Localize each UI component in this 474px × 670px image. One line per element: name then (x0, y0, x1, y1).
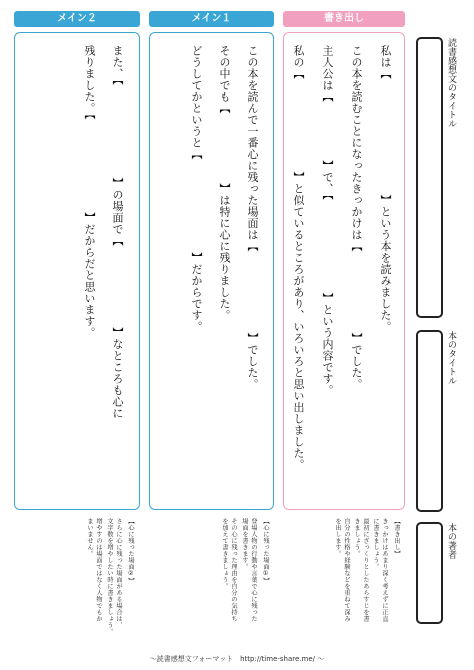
main-1-line: この本を読んで一番心に残った場面は【 】でした。 (246, 45, 259, 390)
main-1-line: どうしてかというと【 】だからです。 (190, 45, 203, 333)
intro-note: 最初にざっくりとしたあらすじを書 (362, 518, 369, 622)
main-2-note: 増やすのは場面ではなく人物でもか (95, 518, 102, 622)
main-1-line: その中でも【 】は特に心に残りました。 (218, 45, 231, 321)
intro-line: この本を読むことになったきっかけは【 】でした。 (350, 45, 363, 390)
tab-main-1: メイン１ (149, 11, 274, 27)
main-1-note: 場面を書きます。 (241, 518, 248, 570)
book-title-label: 本のタイトル (446, 331, 456, 385)
intro-line: 私は【 】という本を読みました。 (379, 45, 392, 333)
tab-intro: 書き出し (283, 11, 405, 27)
main-2-line: 残りました。【 】だからだと思います。 (83, 45, 96, 339)
main-1-note: その心に残った理由を自分の気持ち (230, 518, 237, 622)
intro-note: 自分の性格や経験などを重ねて深み (343, 518, 350, 622)
intro-note: きっかけはあまり深く考えずに正直 (381, 518, 388, 622)
intro-line: 主人公は【 】で、【 】という内容です。 (321, 45, 334, 396)
intro-note: を出します。 (334, 518, 341, 557)
intro-note: きましょう。 (353, 518, 360, 557)
footer-text: 〜読書感想文フォーマット http://time-share.me/ 〜 (149, 655, 325, 663)
intro-note: に書きましょう。 (372, 518, 379, 570)
main-1-note: 【心に残った場面①】 (262, 518, 269, 584)
main-2-note: さらに心に残った場面がある場合は、 (115, 518, 122, 629)
intro-note: 【書き出し】 (393, 518, 400, 557)
essay-title-box[interactable] (416, 37, 443, 318)
tab-main-2: メイン２ (14, 11, 140, 27)
intro-line: 私の【 】と似ているところがあり、いろいろと思い出しました。 (292, 45, 305, 471)
book-title-box[interactable] (416, 330, 443, 512)
main-1-note: 登場人物の行動や言葉で心に残った (250, 518, 257, 622)
essay-title-label: 読書感想文のタイトル (446, 38, 456, 128)
main-2-note: 【心に残った場面②】 (127, 518, 134, 584)
main-2-note: まいません。 (86, 518, 93, 557)
main-1-note: を加えて書きましょう。 (221, 518, 228, 590)
main-2-note: 文字数を増やしたい時に書きましょう。 (106, 518, 113, 635)
main-2-line: また、【 】の場面で【 】なところも心に (111, 45, 124, 419)
author-label: 本の著者 (446, 523, 456, 559)
author-box[interactable] (416, 522, 443, 624)
